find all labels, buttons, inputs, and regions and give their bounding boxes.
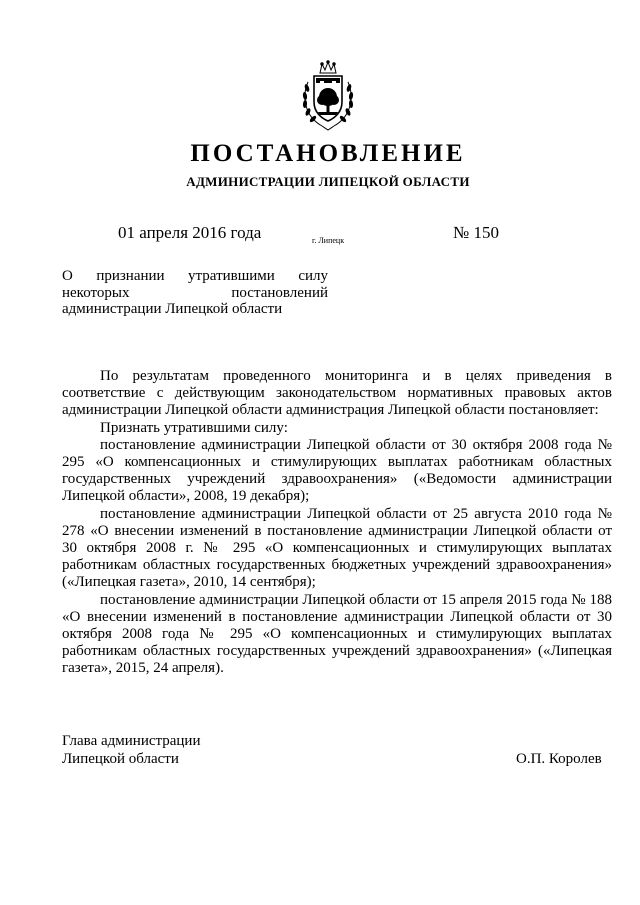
subject-line-3: администрации Липецкой области <box>62 301 283 317</box>
signatory-position-line-1: Глава администрации <box>62 733 201 749</box>
subject-line-1: О признании утратившими силу <box>62 268 328 284</box>
signatory-position-line-2: Липецкой области <box>62 750 179 767</box>
body-item-2: постановление администрации Липецкой области от 25 августа 2010 года № 278 «О внесении изменений в постановление администрации Липецкой области от 30 октября 2008 г. № 295 «О компенсационных и стимулирующих выплатах работникам областных государственных бюджетных учреждений здравоохранения» («Липецкая газета», 2010, 14 сентября); <box>62 505 612 591</box>
document-number: № 150 <box>453 223 499 242</box>
document-date: 01 апреля 2016 года <box>118 223 262 242</box>
signatory-name: О.П. Королев <box>516 751 602 767</box>
subject-line-2: некоторых постановлений <box>62 284 328 301</box>
coat-of-arms-icon <box>298 60 358 132</box>
document-subtitle: АДМИНИСТРАЦИИ ЛИПЕЦКОЙ ОБЛАСТИ <box>186 174 470 189</box>
body-item-1: постановление администрации Липецкой области от 30 октября 2008 года № 295 «О компенсационных и стимулирующих выплатах работникам областных государственных учреждений здравоохранения» («Ведомости администрации Липецкой области», 2008, 19 декабря); <box>62 436 612 505</box>
document-subject <box>62 268 328 318</box>
body-preamble: По результатам проведенного мониторинга и в целях приведения в соответствие с действующим законодательством нормативных правовых актов администрации Липецкой области администрация Липецкой области постановляет: <box>62 368 612 419</box>
document-title: ПОСТАНОВЛЕНИЕ <box>190 140 466 167</box>
document-body <box>62 368 612 678</box>
document-city: г. Липецк <box>312 236 345 245</box>
body-declaration: Признать утратившими силу: <box>100 419 288 436</box>
body-item-3: постановление администрации Липецкой области от 15 апреля 2015 года № 188 «О внесении изменений в постановление администрации Липецкой области от 30 октября 2008 года № 295 «О компенсационных и стимулирующих выплатах работникам областных государственных учреждений здравоохранения» («Липецкая газета», 2015, 24 апреля). <box>62 591 612 677</box>
signatory-position <box>62 733 200 768</box>
